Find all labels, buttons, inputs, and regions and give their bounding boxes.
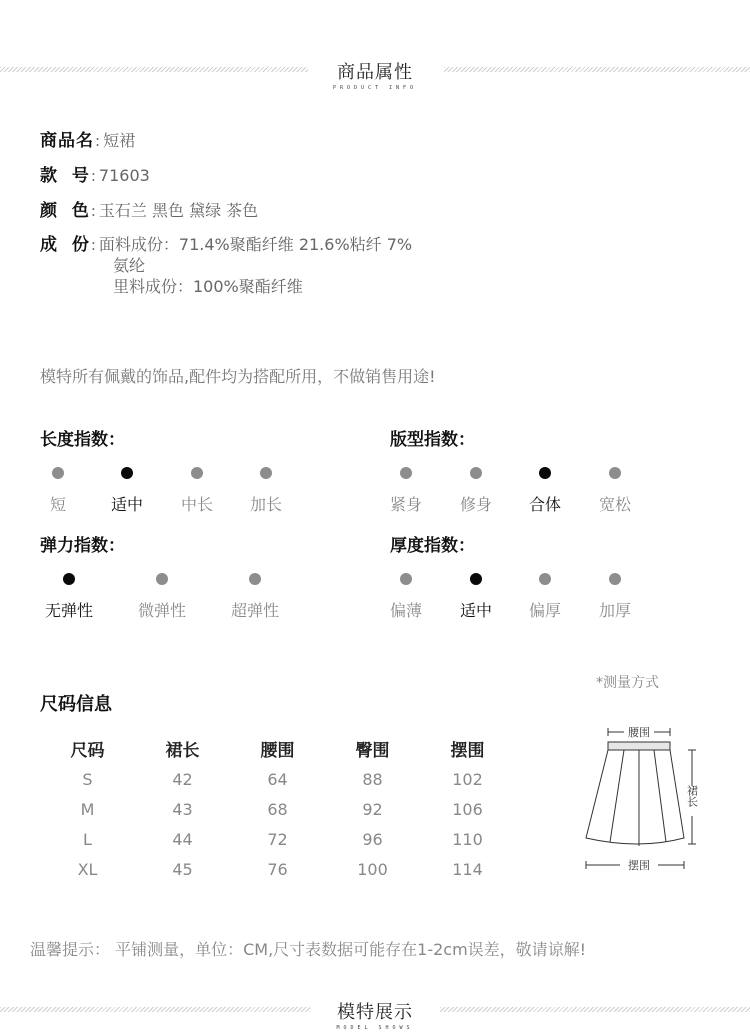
table-cell: 92 <box>362 799 383 819</box>
diagram-hem-label: 摆围 <box>628 859 650 872</box>
fit-option-1-dot[interactable] <box>400 467 412 479</box>
header-waist: 腰围 <box>260 740 295 761</box>
attr-composition-line3: 里料成份：100%聚酯纤维 <box>113 277 303 296</box>
fit-option-2-dot[interactable] <box>470 467 482 479</box>
length-option-4-dot[interactable] <box>260 467 272 479</box>
table-row <box>40 824 515 854</box>
table-row <box>40 764 515 794</box>
diagram-waist-label: 腰围 <box>628 726 650 739</box>
elastic-option-2-dot[interactable] <box>156 573 168 585</box>
waistband-shape <box>608 742 670 750</box>
accessory-note: 模特所有佩戴的饰品,配件均为搭配所用，不做销售用途! <box>40 367 436 386</box>
fit-option-4-label[interactable]: 宽松 <box>598 495 631 514</box>
table-cell: 102 <box>452 769 483 789</box>
table-cell: 72 <box>267 829 288 849</box>
table-cell: M <box>80 799 95 819</box>
fit-index-title: 版型指数： <box>390 430 475 450</box>
attr-sep: : <box>95 132 101 150</box>
attr-name-row <box>40 126 135 151</box>
attr-sep: : <box>90 236 96 254</box>
header-length: 裙长 <box>165 740 200 761</box>
table-cell: S <box>82 769 93 789</box>
model-section-title: 模特展示 <box>337 1002 413 1023</box>
length-option-3-dot[interactable] <box>191 467 203 479</box>
size-tip: 温馨提示： 平铺测量，单位：CM,尺寸表数据可能存在1-2cm误差，敬请谅解! <box>30 940 587 959</box>
attr-style-label: 款 号 <box>40 166 90 186</box>
length-option-1-dot[interactable] <box>52 467 64 479</box>
table-cell: 76 <box>267 859 288 879</box>
attr-color-row <box>40 196 258 221</box>
table-cell: 64 <box>267 769 288 789</box>
table-cell: 96 <box>362 829 383 849</box>
table-cell: 100 <box>357 859 388 879</box>
length-option-2-dot[interactable] <box>121 467 133 479</box>
attr-name-label: 商品名 <box>40 131 94 151</box>
table-cell: 43 <box>172 799 193 819</box>
attr-color-value: 玉石兰 黑色 黛绿 茶色 <box>98 201 259 220</box>
fit-option-2-label[interactable]: 修身 <box>459 495 492 514</box>
table-cell: 106 <box>452 799 483 819</box>
length-option-1-label[interactable]: 短 <box>49 495 66 514</box>
thickness-option-4-label[interactable]: 加厚 <box>598 601 631 620</box>
table-cell: 45 <box>172 859 193 879</box>
size-table-header <box>40 732 515 764</box>
attr-composition-row <box>40 230 412 255</box>
table-cell: 110 <box>452 829 483 849</box>
attr-composition-line1: 面料成份：71.4%聚酯纤维 21.6%粘纤 7% <box>98 235 413 254</box>
size-table <box>40 732 515 884</box>
attr-style-row <box>40 161 150 186</box>
thickness-index-title: 厚度指数： <box>390 536 475 556</box>
thickness-option-1-label[interactable]: 偏薄 <box>389 601 422 620</box>
attr-composition-line2: 氨纶 <box>113 256 146 275</box>
thickness-option-4-dot[interactable] <box>609 573 621 585</box>
elastic-option-1-dot[interactable] <box>63 573 75 585</box>
length-option-2-label[interactable]: 适中 <box>110 495 143 514</box>
elastic-option-1-label[interactable]: 无弹性 <box>44 601 93 620</box>
attr-style-value: 71603 <box>98 166 150 185</box>
table-cell: 44 <box>172 829 193 849</box>
header-hem: 摆围 <box>450 740 485 761</box>
table-cell: 88 <box>362 769 383 789</box>
table-cell: 42 <box>172 769 193 789</box>
elastic-index-title: 弹力指数： <box>40 536 125 556</box>
table-cell: 68 <box>267 799 288 819</box>
attr-section-title: 商品属性 <box>337 62 413 83</box>
attr-name-value: 短裙 <box>103 131 136 150</box>
header-hip: 臀围 <box>355 740 390 761</box>
header-size: 尺码 <box>70 740 105 761</box>
elastic-option-3-label[interactable]: 超弹性 <box>230 601 279 620</box>
elastic-option-2-label[interactable]: 微弹性 <box>137 601 186 620</box>
attr-color-label: 颜 色 <box>40 201 90 221</box>
thickness-option-3-dot[interactable] <box>539 573 551 585</box>
skirt-body-shape <box>586 750 684 844</box>
fit-option-1-label[interactable]: 紧身 <box>389 495 422 514</box>
diagram-length-label: 裙长 <box>685 785 699 807</box>
fit-option-4-dot[interactable] <box>609 467 621 479</box>
table-row <box>40 854 515 884</box>
table-cell: XL <box>77 859 98 879</box>
skirt-diagram <box>580 720 700 880</box>
fit-option-3-dot[interactable] <box>539 467 551 479</box>
thickness-option-1-dot[interactable] <box>400 573 412 585</box>
table-cell: 114 <box>452 859 483 879</box>
fit-option-3-label[interactable]: 合体 <box>528 495 561 514</box>
thickness-option-3-label[interactable]: 偏厚 <box>528 601 561 620</box>
elastic-option-3-dot[interactable] <box>249 573 261 585</box>
model-section-subtitle: MODEL SHOWS <box>336 1025 414 1031</box>
thickness-option-2-dot[interactable] <box>470 573 482 585</box>
table-cell: L <box>83 829 92 849</box>
size-info-title: 尺码信息 <box>40 694 112 715</box>
attr-sep: : <box>90 202 96 220</box>
attr-sep: : <box>90 167 96 185</box>
thickness-option-2-label[interactable]: 适中 <box>459 601 492 620</box>
length-index-title: 长度指数： <box>40 430 125 450</box>
measure-method-link[interactable]: *测量方式 <box>596 675 659 691</box>
attr-section-subtitle: PRODUCT INFO <box>332 85 418 91</box>
attr-composition-label: 成 份 <box>40 235 90 255</box>
table-row <box>40 794 515 824</box>
length-option-3-label[interactable]: 中长 <box>180 495 213 514</box>
length-option-4-label[interactable]: 加长 <box>249 495 282 514</box>
